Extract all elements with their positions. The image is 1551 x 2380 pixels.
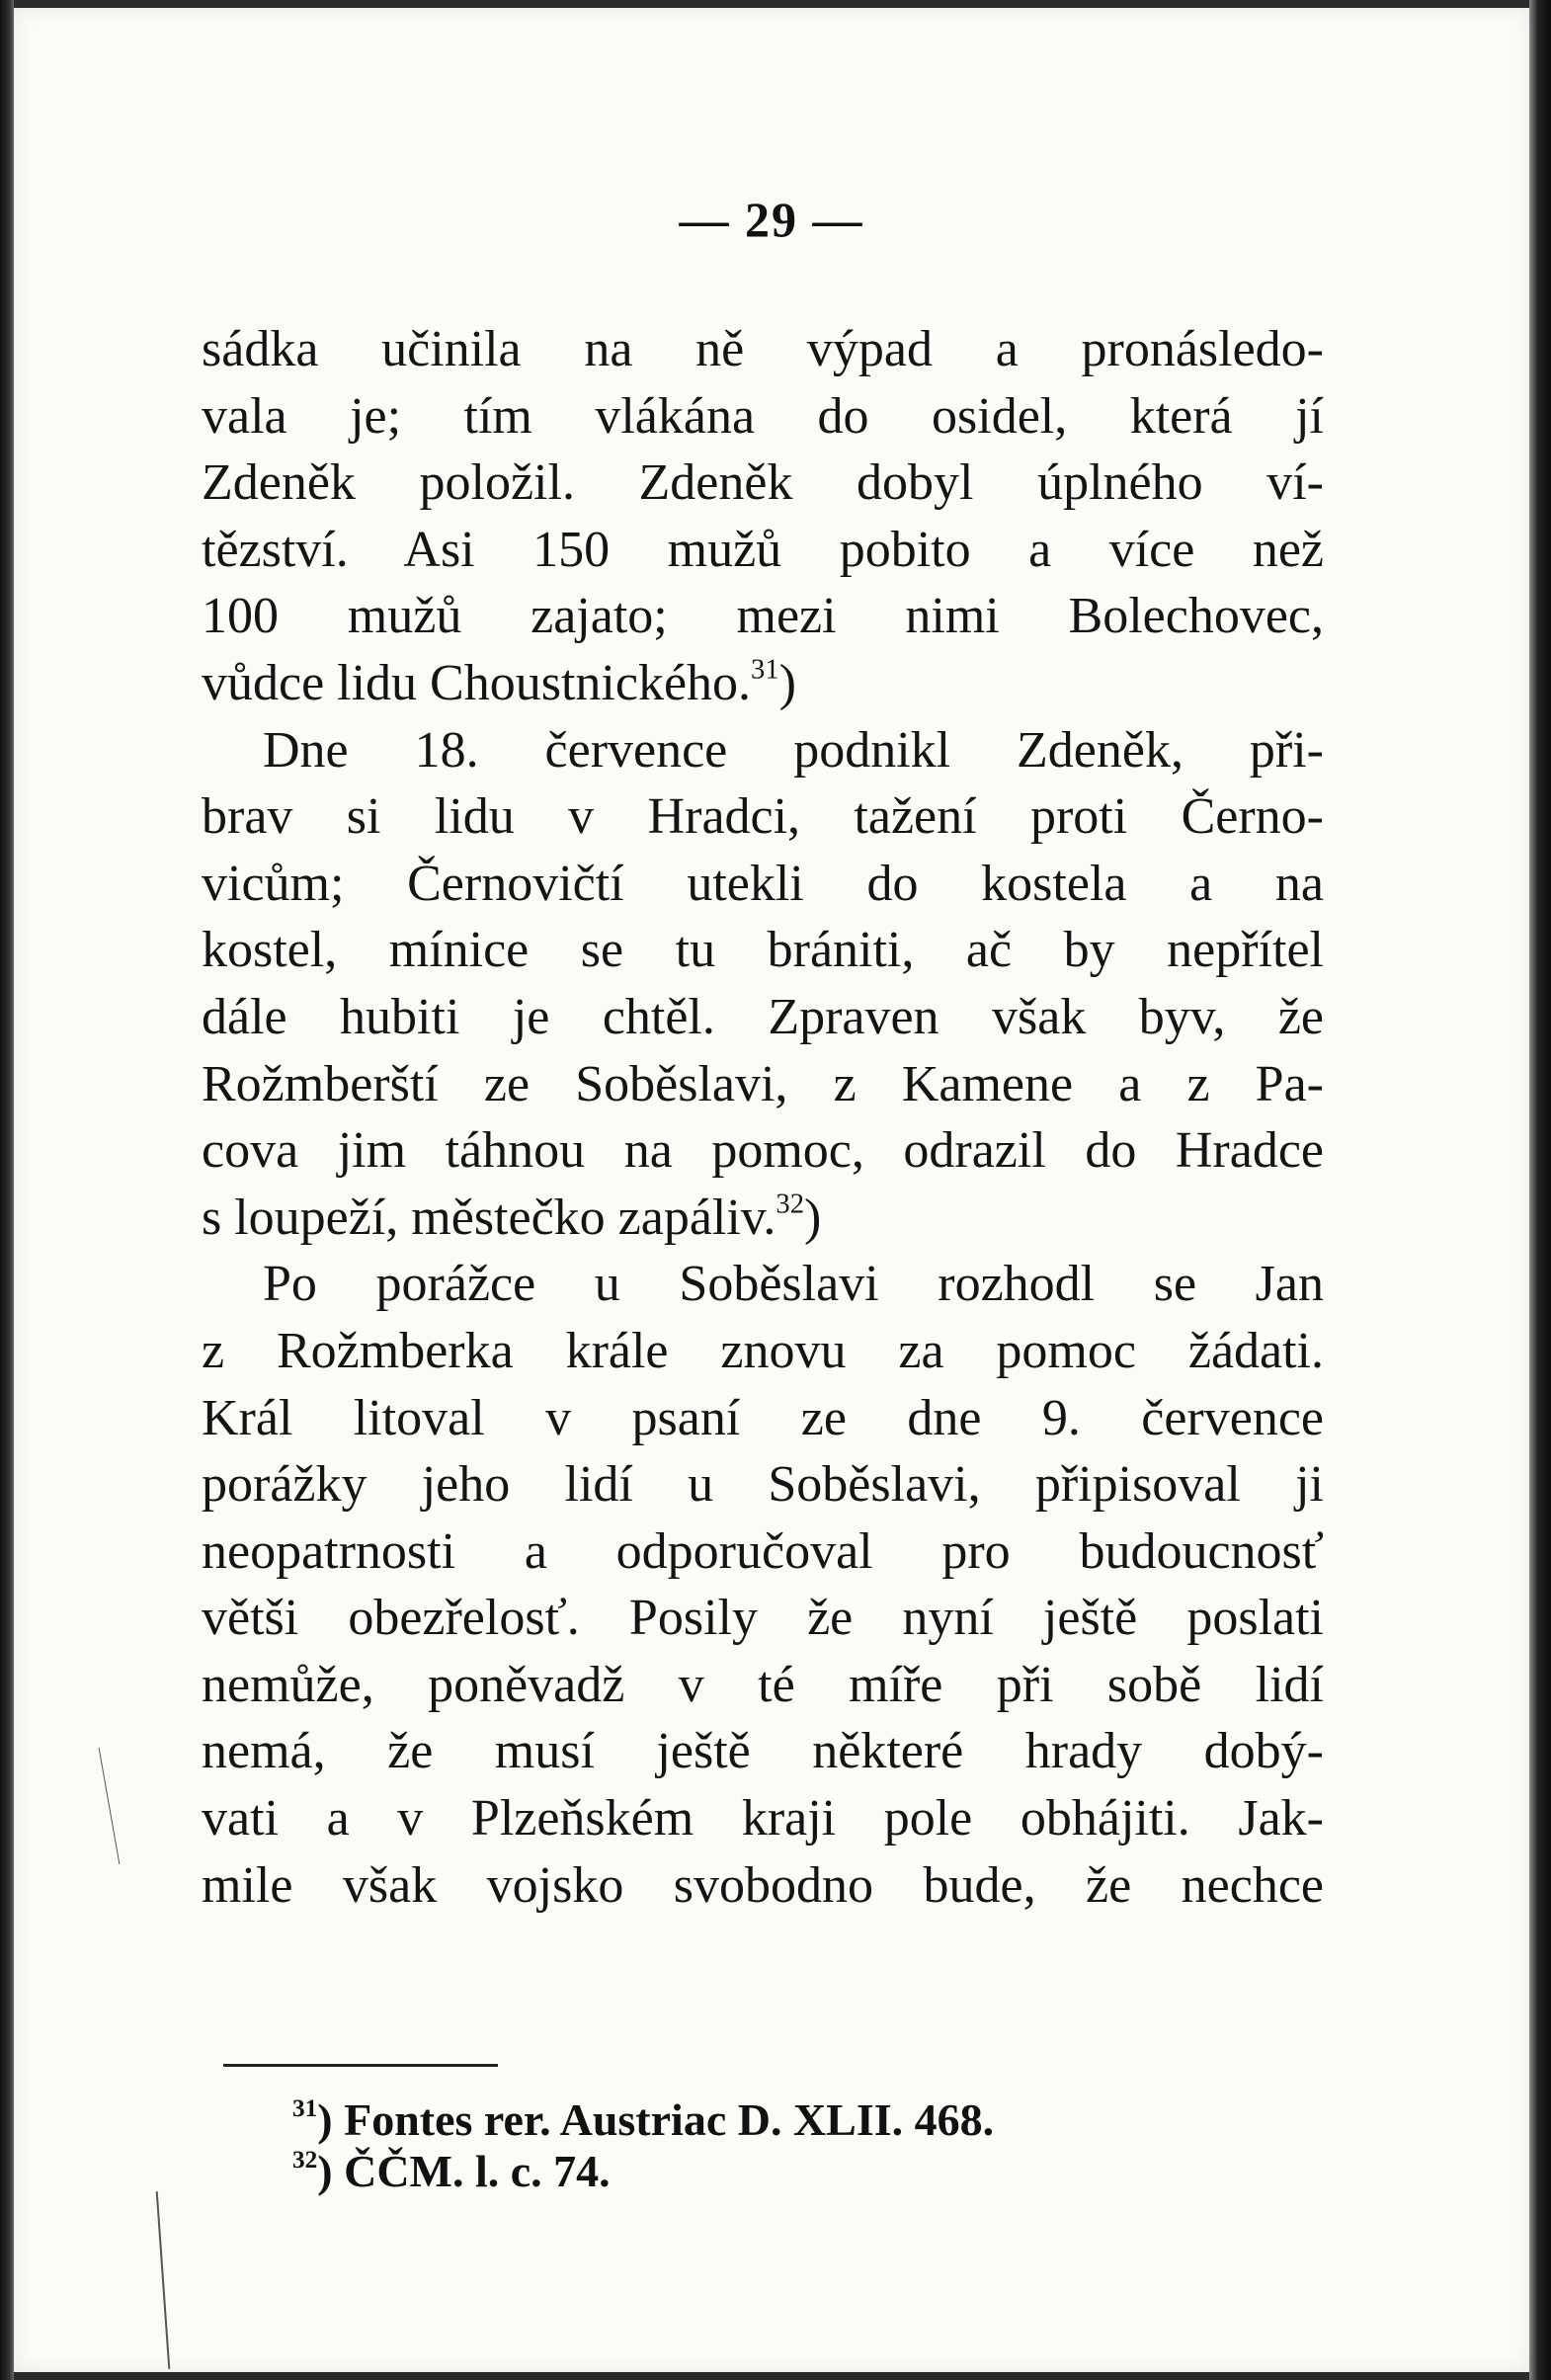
- scan-edge-left: [0, 0, 14, 2380]
- footnote-ref: 31: [751, 654, 779, 686]
- footnotes: [292, 2094, 994, 2197]
- footnote-ref: 32: [776, 1189, 805, 1220]
- text-line: vala je; tím vlákána do osidel, která jí: [202, 387, 1324, 445]
- scan-edge-right: [1529, 0, 1551, 2380]
- text-line: tězství. Asi 150 mužů pobito a více než: [202, 521, 1324, 578]
- text-line: mile však vojsko svobodno bude, že nechce: [202, 1856, 1324, 1914]
- body-text: [202, 316, 1324, 1919]
- text-line: sádka učinila na ně výpad a pronásledo-: [202, 321, 1324, 377]
- text-line: nemá, že musí ještě některé hrady dobý-: [202, 1723, 1324, 1780]
- text-line: vůdce lidu Choustnického.$^{31}$): [202, 654, 796, 711]
- text-line: vicům; Černovičtí utekli do kostela a na: [202, 855, 1324, 912]
- text-line: větši obezřelosť. Posily že nyní ještě poslati: [202, 1590, 1324, 1647]
- text-line: cova jim táhnou na pomoc, odrazil do Hradce: [202, 1122, 1324, 1180]
- scan-scratch: [156, 2191, 171, 2369]
- text-line: dále hubiti je chtěl. Zpraven však byv, že: [202, 988, 1324, 1045]
- text-line: z Rožmberka krále znovu za pomoc žádati.: [202, 1322, 1324, 1379]
- text-line: Dne 18. července podnikl Zdeněk, při-: [263, 721, 1324, 779]
- footnote-mark: 32: [292, 2146, 318, 2175]
- text-line: kostel, mínice se tu brániti, ač by nepřítel: [202, 922, 1324, 979]
- text-line: porážky jeho lidí u Soběslavi, připisoval ji: [202, 1456, 1324, 1514]
- page-number: — 29 —: [679, 192, 864, 247]
- text-line: Po porážce u Soběslavi rozhodl se Jan: [263, 1256, 1324, 1313]
- text-line: neopatrnosti a odporučoval pro budoucnosť: [202, 1522, 1324, 1580]
- footnote-item: $^{32}$) ČČM. l. c. 74.: [292, 2146, 611, 2196]
- text-line: brav si lidu v Hradci, tažení proti Černo-: [202, 788, 1324, 846]
- footnote-divider: [223, 2064, 498, 2067]
- scan-scratch: [99, 1748, 121, 1864]
- footnote-item: $^{31}$) Fontes rer. Austriac D. XLII. 468.: [292, 2094, 995, 2145]
- text-line: Zdeněk položil. Zdeněk dobyl úplného ví-: [202, 454, 1324, 512]
- text-line: Král litoval v psaní ze dne 9. července: [202, 1389, 1324, 1446]
- text-line: s loupeží, městečko zapáliv.$^{32}$): [202, 1189, 822, 1246]
- text-line: 100 mužů zajato; mezi nimi Bolechovec,: [202, 588, 1324, 645]
- footnote-mark: 31: [292, 2094, 318, 2123]
- text-line: vati a v Plzeňském kraji pole obhájiti. Jak-: [202, 1790, 1324, 1847]
- text-line: nemůže, poněvadž v té míře při sobě lidí: [202, 1656, 1324, 1713]
- book-page: [14, 8, 1529, 2372]
- text-line: Rožmberští ze Soběslavi, z Kamene a z Pa-: [202, 1055, 1324, 1112]
